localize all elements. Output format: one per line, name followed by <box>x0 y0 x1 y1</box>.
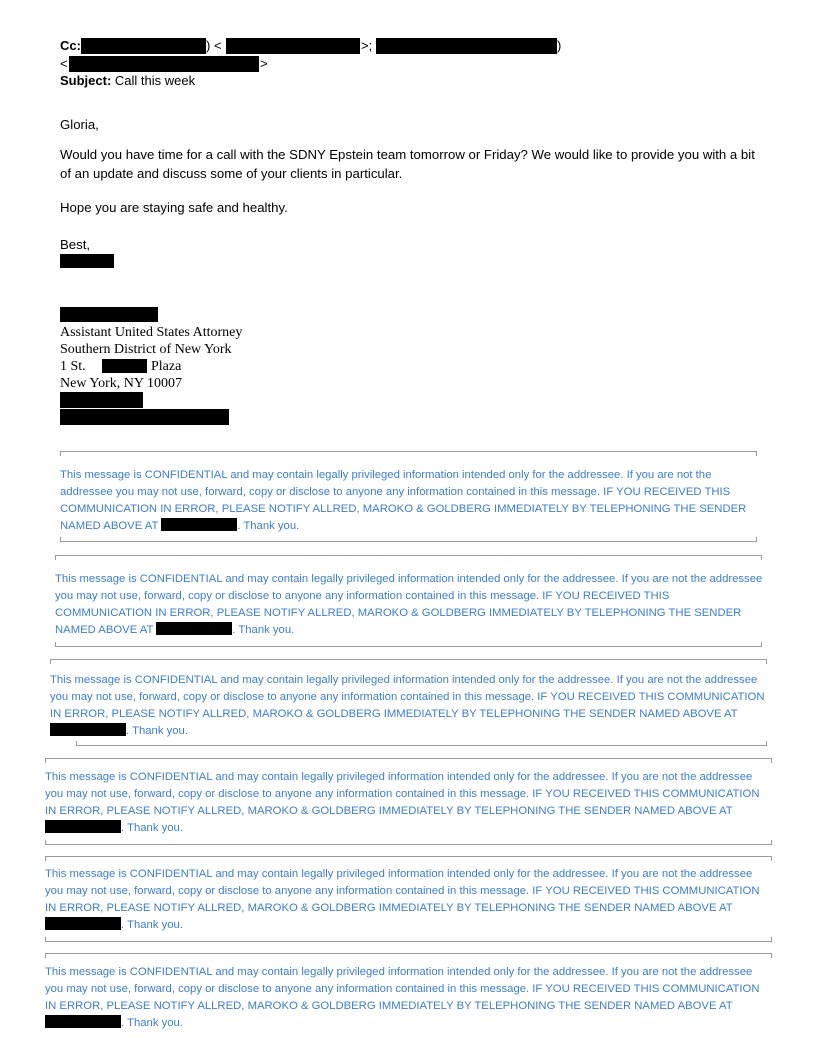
disclaimer-block-4 <box>45 769 765 837</box>
redacted-disclaimer-phone <box>45 917 121 930</box>
redacted-disclaimer-phone <box>161 518 237 531</box>
disclaimer-thanks: . Thank you. <box>232 624 295 636</box>
redacted-disclaimer-phone <box>156 622 232 635</box>
redacted-sender-full-name <box>60 307 158 322</box>
redacted-phone <box>60 392 143 408</box>
redacted-address <box>102 359 147 373</box>
disclaimer-divider-top-6 <box>45 953 772 958</box>
cc-close-angle: > <box>260 56 268 71</box>
redacted-cc-email-2 <box>69 56 259 72</box>
disclaimer-divider-top-2 <box>55 555 762 560</box>
body-paragraph-2: Hope you are staying safe and healthy. <box>60 200 288 215</box>
signature-address-prefix: 1 St. <box>60 359 86 374</box>
disclaimer-divider-bottom-3 <box>76 741 767 746</box>
signature-office: Southern District of New York <box>60 342 232 357</box>
cc-paren-close-1: ) < <box>206 38 222 53</box>
disclaimer-divider-bottom-1 <box>60 537 757 542</box>
disclaimer-block-6 <box>45 964 765 1029</box>
cc-label: Cc: <box>60 38 81 53</box>
greeting: Gloria, <box>60 117 99 132</box>
disclaimer-text: This message is CONFIDENTIAL and may contain legally privileged information intended only for the addressee. If you are not the addressee you may not use, forward, copy or disclose to anyone any information contained in this message. IF YOU RECEIVED THIS COMMUNICATION IN ERROR, PLEASE NOTIFY ALLRED, MAROKO & GOLDBERG IMMEDIATELY BY TELEPHONING THE SENDER NAMED ABOVE AT <box>60 469 747 532</box>
disclaimer-thanks: . Thank you. <box>126 725 188 737</box>
disclaimer-block-1 <box>60 467 765 535</box>
cc-separator: >; <box>361 38 373 53</box>
subject-line <box>60 73 195 89</box>
disclaimer-thanks: . Thank you. <box>121 822 183 834</box>
subject-label: Subject: <box>60 73 112 88</box>
redacted-sender-first-name <box>60 254 114 268</box>
redacted-disclaimer-phone <box>50 723 126 736</box>
disclaimer-divider-top-1 <box>60 451 757 456</box>
signature-title: Assistant United States Attorney <box>60 325 243 340</box>
disclaimer-block-2 <box>55 571 765 639</box>
redacted-cc-name-1 <box>81 38 206 54</box>
disclaimer-text: This message is CONFIDENTIAL and may contain legally privileged information intended only for the addressee. If you are not the addressee you may not use, forward, copy or disclose to anyone any information contained in this message. IF YOU RECEIVED THIS COMMUNICATION IN ERROR, PLEASE NOTIFY ALLRED, MAROKO & GOLDBERG IMMEDIATELY BY TELEPHONING THE SENDER NAMED ABOVE AT <box>55 573 763 636</box>
redacted-disclaimer-phone <box>45 820 121 833</box>
disclaimer-divider-top-4 <box>45 758 772 763</box>
disclaimer-text: This message is CONFIDENTIAL and may contain legally privileged information intended only for the addressee. If you are not the addressee you may not use, forward, copy or disclose to anyone any information contained in this message. IF YOU RECEIVED THIS COMMUNICATION IN ERROR, PLEASE NOTIFY ALLRED, MAROKO & GOLDBERG IMMEDIATELY BY TELEPHONING THE SENDER NAMED ABOVE AT <box>50 674 765 720</box>
closing: Best, <box>60 237 91 252</box>
disclaimer-thanks: . Thank you. <box>121 919 183 931</box>
disclaimer-divider-top-3 <box>50 659 767 664</box>
disclaimer-divider-top-5 <box>45 856 772 861</box>
redacted-email <box>60 409 229 425</box>
disclaimer-divider-bottom-2 <box>55 642 762 647</box>
subject-value: Call this week <box>114 73 196 88</box>
redacted-cc-name-2 <box>376 38 557 54</box>
disclaimer-thanks: . Thank you. <box>121 1017 183 1029</box>
disclaimer-divider-bottom-5 <box>45 937 772 942</box>
disclaimer-thanks: . Thank you. <box>237 520 300 532</box>
body-paragraph-1: Would you have time for a call with the SDNY Epstein team tomorrow or Friday? We would like to provide you with a bit of an update and discuss some of your clients in particular. <box>60 147 755 181</box>
disclaimer-text: This message is CONFIDENTIAL and may contain legally privileged information intended only for the addressee. If you are not the addressee you may not use, forward, copy or disclose to anyone any information contained in this message. IF YOU RECEIVED THIS COMMUNICATION IN ERROR, PLEASE NOTIFY ALLRED, MAROKO & GOLDBERG IMMEDIATELY BY TELEPHONING THE SENDER NAMED ABOVE AT <box>45 966 760 1012</box>
redacted-cc-email-1 <box>226 38 360 54</box>
cc-line <box>60 38 81 54</box>
disclaimer-block-5 <box>45 866 765 934</box>
cc-paren-close-2: ) <box>557 38 562 53</box>
disclaimer-divider-bottom-4 <box>45 840 772 845</box>
disclaimer-text: This message is CONFIDENTIAL and may contain legally privileged information intended only for the addressee. If you are not the addressee you may not use, forward, copy or disclose to anyone any information contained in this message. IF YOU RECEIVED THIS COMMUNICATION IN ERROR, PLEASE NOTIFY ALLRED, MAROKO & GOLDBERG IMMEDIATELY BY TELEPHONING THE SENDER NAMED ABOVE AT <box>45 868 760 914</box>
disclaimer-block-3 <box>50 672 766 740</box>
signature-address-suffix: Plaza <box>151 359 182 374</box>
redacted-disclaimer-phone <box>45 1015 121 1028</box>
disclaimer-text: This message is CONFIDENTIAL and may contain legally privileged information intended only for the addressee. If you are not the addressee you may not use, forward, copy or disclose to anyone any information contained in this message. IF YOU RECEIVED THIS COMMUNICATION IN ERROR, PLEASE NOTIFY ALLRED, MAROKO & GOLDBERG IMMEDIATELY BY TELEPHONING THE SENDER NAMED ABOVE AT <box>45 771 760 817</box>
signature-city: New York, NY 10007 <box>60 376 182 391</box>
cc-open-angle: < <box>60 56 68 71</box>
